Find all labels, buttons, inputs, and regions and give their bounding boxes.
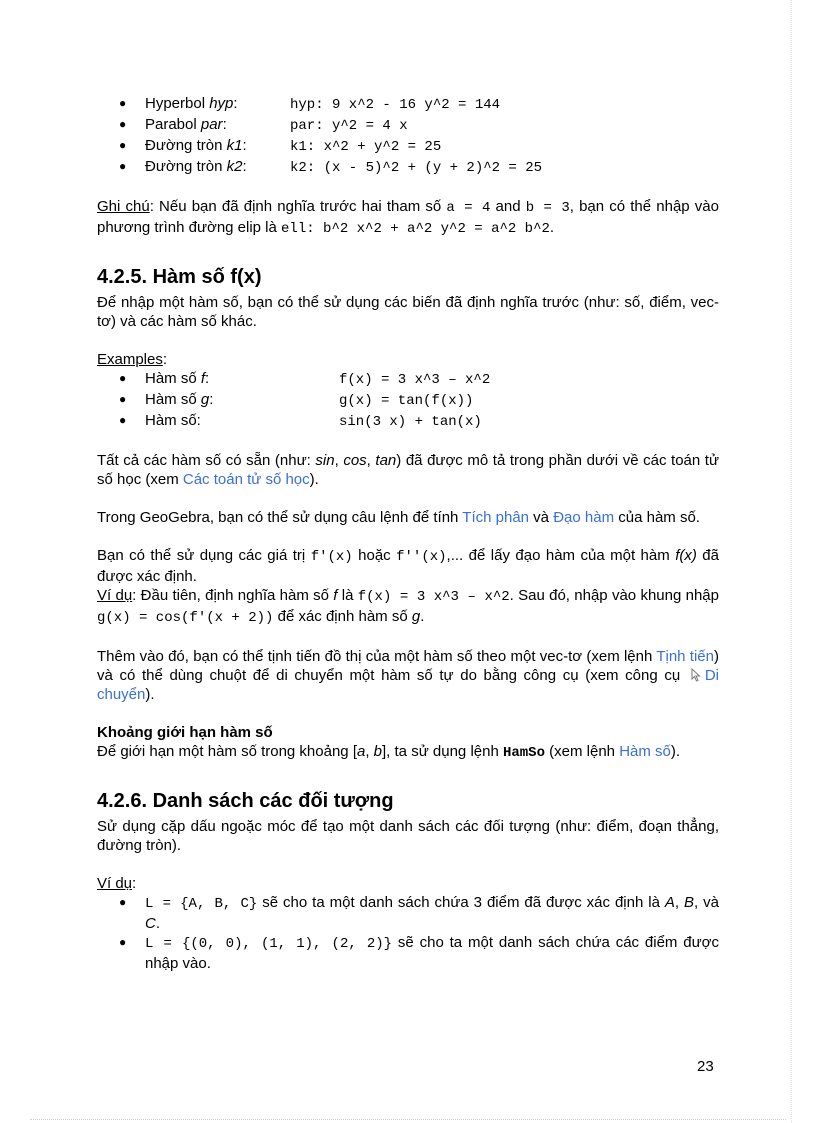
builtin-functions-paragraph: Tất cả các hàm số có sẵn (như: sin, cos, tan) đã được mô tả trong phần dưới về các toán tử số học (xem Các toán tử số học). bbox=[97, 452, 719, 488]
limit-paragraph: Để giới hạn một hàm số trong khoảng [a, b], ta sử dụng lệnh HamSo (xem lệnh Hàm số). bbox=[97, 743, 681, 761]
examples-label: Examples: bbox=[97, 351, 168, 368]
list-item: ● Parabol par: par: y^2 = 4 x bbox=[97, 115, 719, 136]
link-move-tool[interactable]: Di chuyển bbox=[97, 667, 719, 703]
list-item: ● L = {(0, 0), (1, 1), (2, 2)} sẽ cho ta một danh sách chứa các điểm được nhập vào. bbox=[97, 933, 719, 973]
geogebra-paragraph: Trong GeoGebra, bạn có thể sử dụng câu lệnh để tính Tích phân và Đạo hàm của hàm số. bbox=[97, 509, 700, 526]
link-translate[interactable]: Tịnh tiến bbox=[656, 648, 714, 665]
link-arithmetic-operators[interactable]: Các toán tử số học bbox=[182, 471, 310, 488]
section-heading-functions: 4.2.5. Hàm số f(x) bbox=[97, 266, 262, 288]
section-heading-lists: 4.2.6. Danh sách các đối tượng bbox=[97, 790, 394, 812]
list-item: ● Hyperbol hyp: hyp: 9 x^2 - 16 y^2 = 144 bbox=[97, 94, 719, 115]
lists-example-label: Ví dụ: bbox=[97, 875, 137, 892]
list-item: ● Đường tròn k2: k2: (x - 5)^2 + (y + 2)^2 = 25 bbox=[97, 157, 719, 178]
derivative-paragraph: Bạn có thể sử dụng các giá trị f'(x) hoặc f''(x),... để lấy đạo hàm của một hàm f(x) đã được xác định. bbox=[97, 547, 719, 585]
list-item: ● Hàm số: sin(3 x) + tan(x) bbox=[97, 411, 719, 432]
move-cursor-icon bbox=[690, 668, 702, 682]
functions-intro: Để nhập một hàm số, bạn có thể sử dụng các biến đã định nghĩa trước (như: số, điểm, vec-tơ) và các hàm số khác. bbox=[97, 294, 719, 330]
conic-list bbox=[97, 94, 719, 178]
link-integral[interactable]: Tích phân bbox=[462, 509, 530, 526]
list-item: ● Hàm số g: g(x) = tan(f(x)) bbox=[97, 390, 719, 411]
note-paragraph: Ghi chú: Nếu bạn đã định nghĩa trước hai tham số a = 4 and b = 3, bạn có thể nhập vào phương trình đường elip là ell: b^2 x^2 + a^2 y^2 = a^2 b^2. bbox=[97, 198, 719, 237]
limit-heading: Khoảng giới hạn hàm số bbox=[97, 724, 273, 741]
page-bottom-rule bbox=[30, 1119, 786, 1120]
page-edge-rule bbox=[791, 0, 792, 1123]
link-derivative[interactable]: Đạo hàm bbox=[553, 509, 615, 526]
page-number: 23 bbox=[697, 1058, 714, 1075]
list-item: ● Đường tròn k1: k1: x^2 + y^2 = 25 bbox=[97, 136, 719, 157]
list-item: ● Hàm số f: f(x) = 3 x^3 – x^2 bbox=[97, 369, 719, 390]
list-examples bbox=[97, 893, 719, 973]
translate-paragraph: Thêm vào đó, bạn có thể tịnh tiến đồ thị của một hàm số theo một vec-tơ (xem lệnh Tịnh tiến) và có thể dùng chuột để di chuyển một hàm số tự do bằng công cụ (xem công cụ Di chuyển). bbox=[97, 648, 719, 703]
example-paragraph: Ví dụ: Đầu tiên, định nghĩa hàm số f là f(x) = 3 x^3 – x^2. Sau đó, nhập vào khung nhập g(x) = cos(f'(x + 2)) để xác định hàm số g. bbox=[97, 587, 719, 626]
link-function-command[interactable]: Hàm số bbox=[619, 743, 671, 760]
lists-intro: Sử dụng cặp dấu ngoặc móc để tạo một danh sách các đối tượng (như: điểm, đoạn thẳng, đường tròn). bbox=[97, 818, 719, 854]
list-item: ● L = {A, B, C} sẽ cho ta một danh sách chứa 3 điểm đã được xác định là A, B, và C. bbox=[97, 893, 719, 933]
function-examples bbox=[97, 369, 719, 432]
document-page bbox=[97, 94, 719, 973]
